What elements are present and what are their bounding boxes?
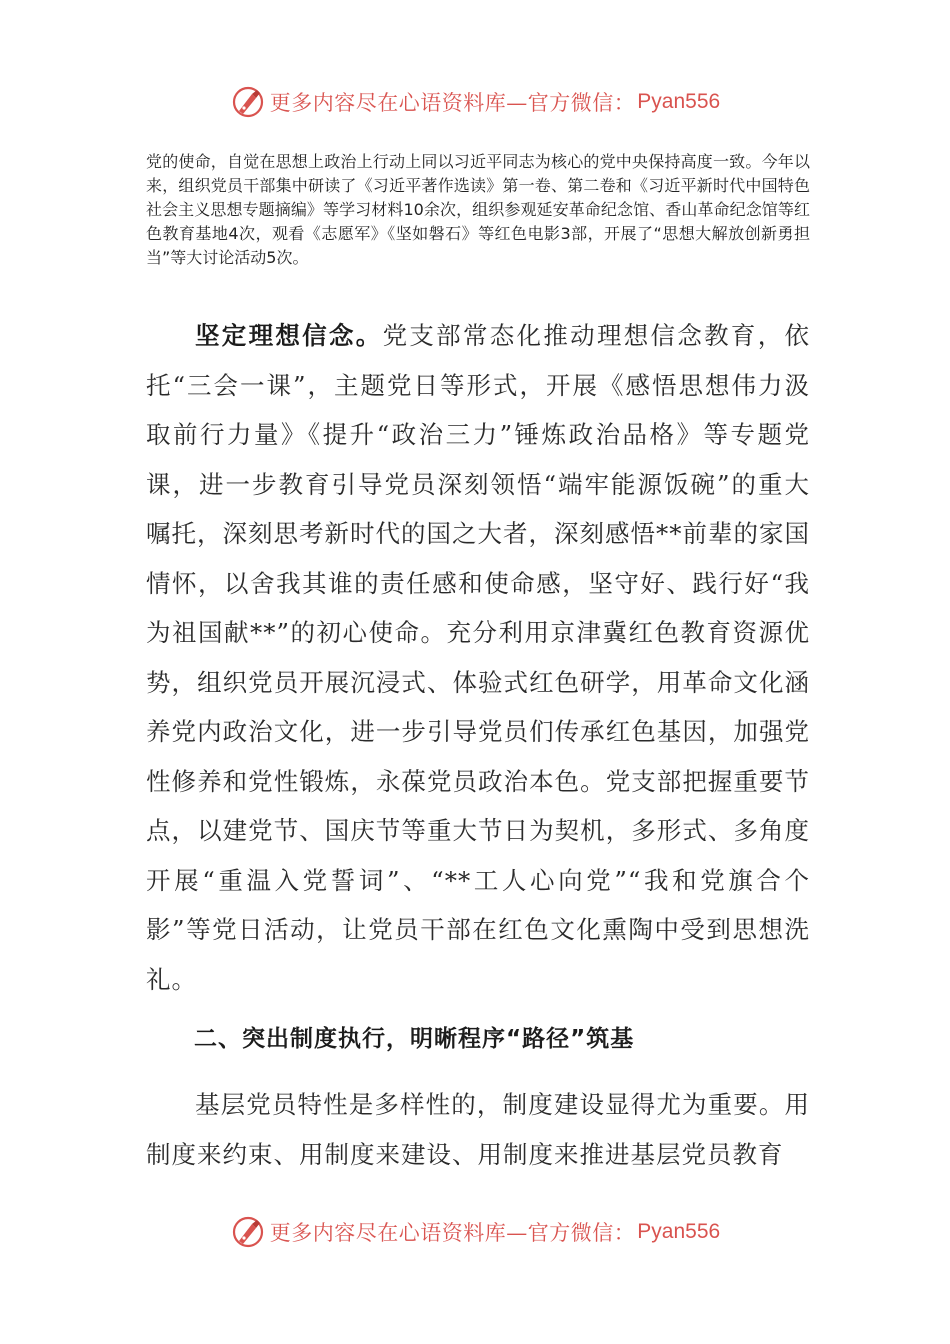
watermark-text: 更多内容尽在心语资料库—官方微信： xyxy=(269,91,636,115)
watermark-banner-bottom xyxy=(0,1212,950,1252)
section2-heading: 二、突出制度执行，明晰程序“路径”筑基 xyxy=(194,1026,635,1052)
watermark-banner-top xyxy=(0,82,950,122)
pen-nib-icon xyxy=(230,84,266,120)
intro-text: 党的使命，自觉在思想上政治上行动上同以习近平同志为核心的党中央保持高度一致。今年以来，组织党员干部集中研读了《习近平著作选读》第一卷、第二卷和《习近平新时代中国特色社会主义思想专题摘编》等学习材料10余次，组织参观延安革命纪念馆、香山革命纪念馆等红色教育基地4次，观看《志愿军》《坚如磐石》等红色电影3部，开展了“思想大解放创新勇担当”等大讨论活动5次。 xyxy=(146,152,810,267)
section1-paragraph xyxy=(146,311,810,1004)
watermark-wechat-id: Pyan556 xyxy=(637,90,721,113)
section2-text: 基层党员特性是多样性的，制度建设显得尤为重要。用制度来约束、用制度来建设、用制度来推进基层党员教育 xyxy=(146,1090,810,1169)
watermark-wechat-id: Pyan556 xyxy=(637,1220,721,1243)
section1-text: 党支部常态化推动理想信念教育，依托“三会一课”，主题党日等形式，开展《感悟思想伟力汲取前行力量》《提升“政治三力”锤炼政治品格》等专题党课，进一步教育引导党员深刻领悟“端牢能源饭碗”的重大嘱托，深刻思考新时代的国之大者，深刻感悟**前辈的家国情怀，以舍我其谁的责任感和使命感，坚守好、践行好“我为祖国献**”的初心使命。充分利用京津冀红色教育资源优势，组织党员开展沉浸式、体验式红色研学，用革命文化涵养党内政治文化，进一步引导党员们传承红色基因，加强党性修养和党性锻炼，永葆党员政治本色。党支部把握重要节点，以建党节、国庆节等重大节日为契机，多形式、多角度开展“重温入党誓词”、“**工人心向党”“我和党旗合个影”等党日活动，让党员干部在红色文化熏陶中受到思想洗礼。 xyxy=(146,321,811,994)
section2-paragraph xyxy=(146,1080,810,1179)
intro-paragraph xyxy=(146,150,810,270)
pen-nib-icon xyxy=(230,1214,266,1250)
watermark-text: 更多内容尽在心语资料库—官方微信： xyxy=(269,1221,636,1245)
section1-lead: 坚定理想信念。 xyxy=(195,321,383,350)
